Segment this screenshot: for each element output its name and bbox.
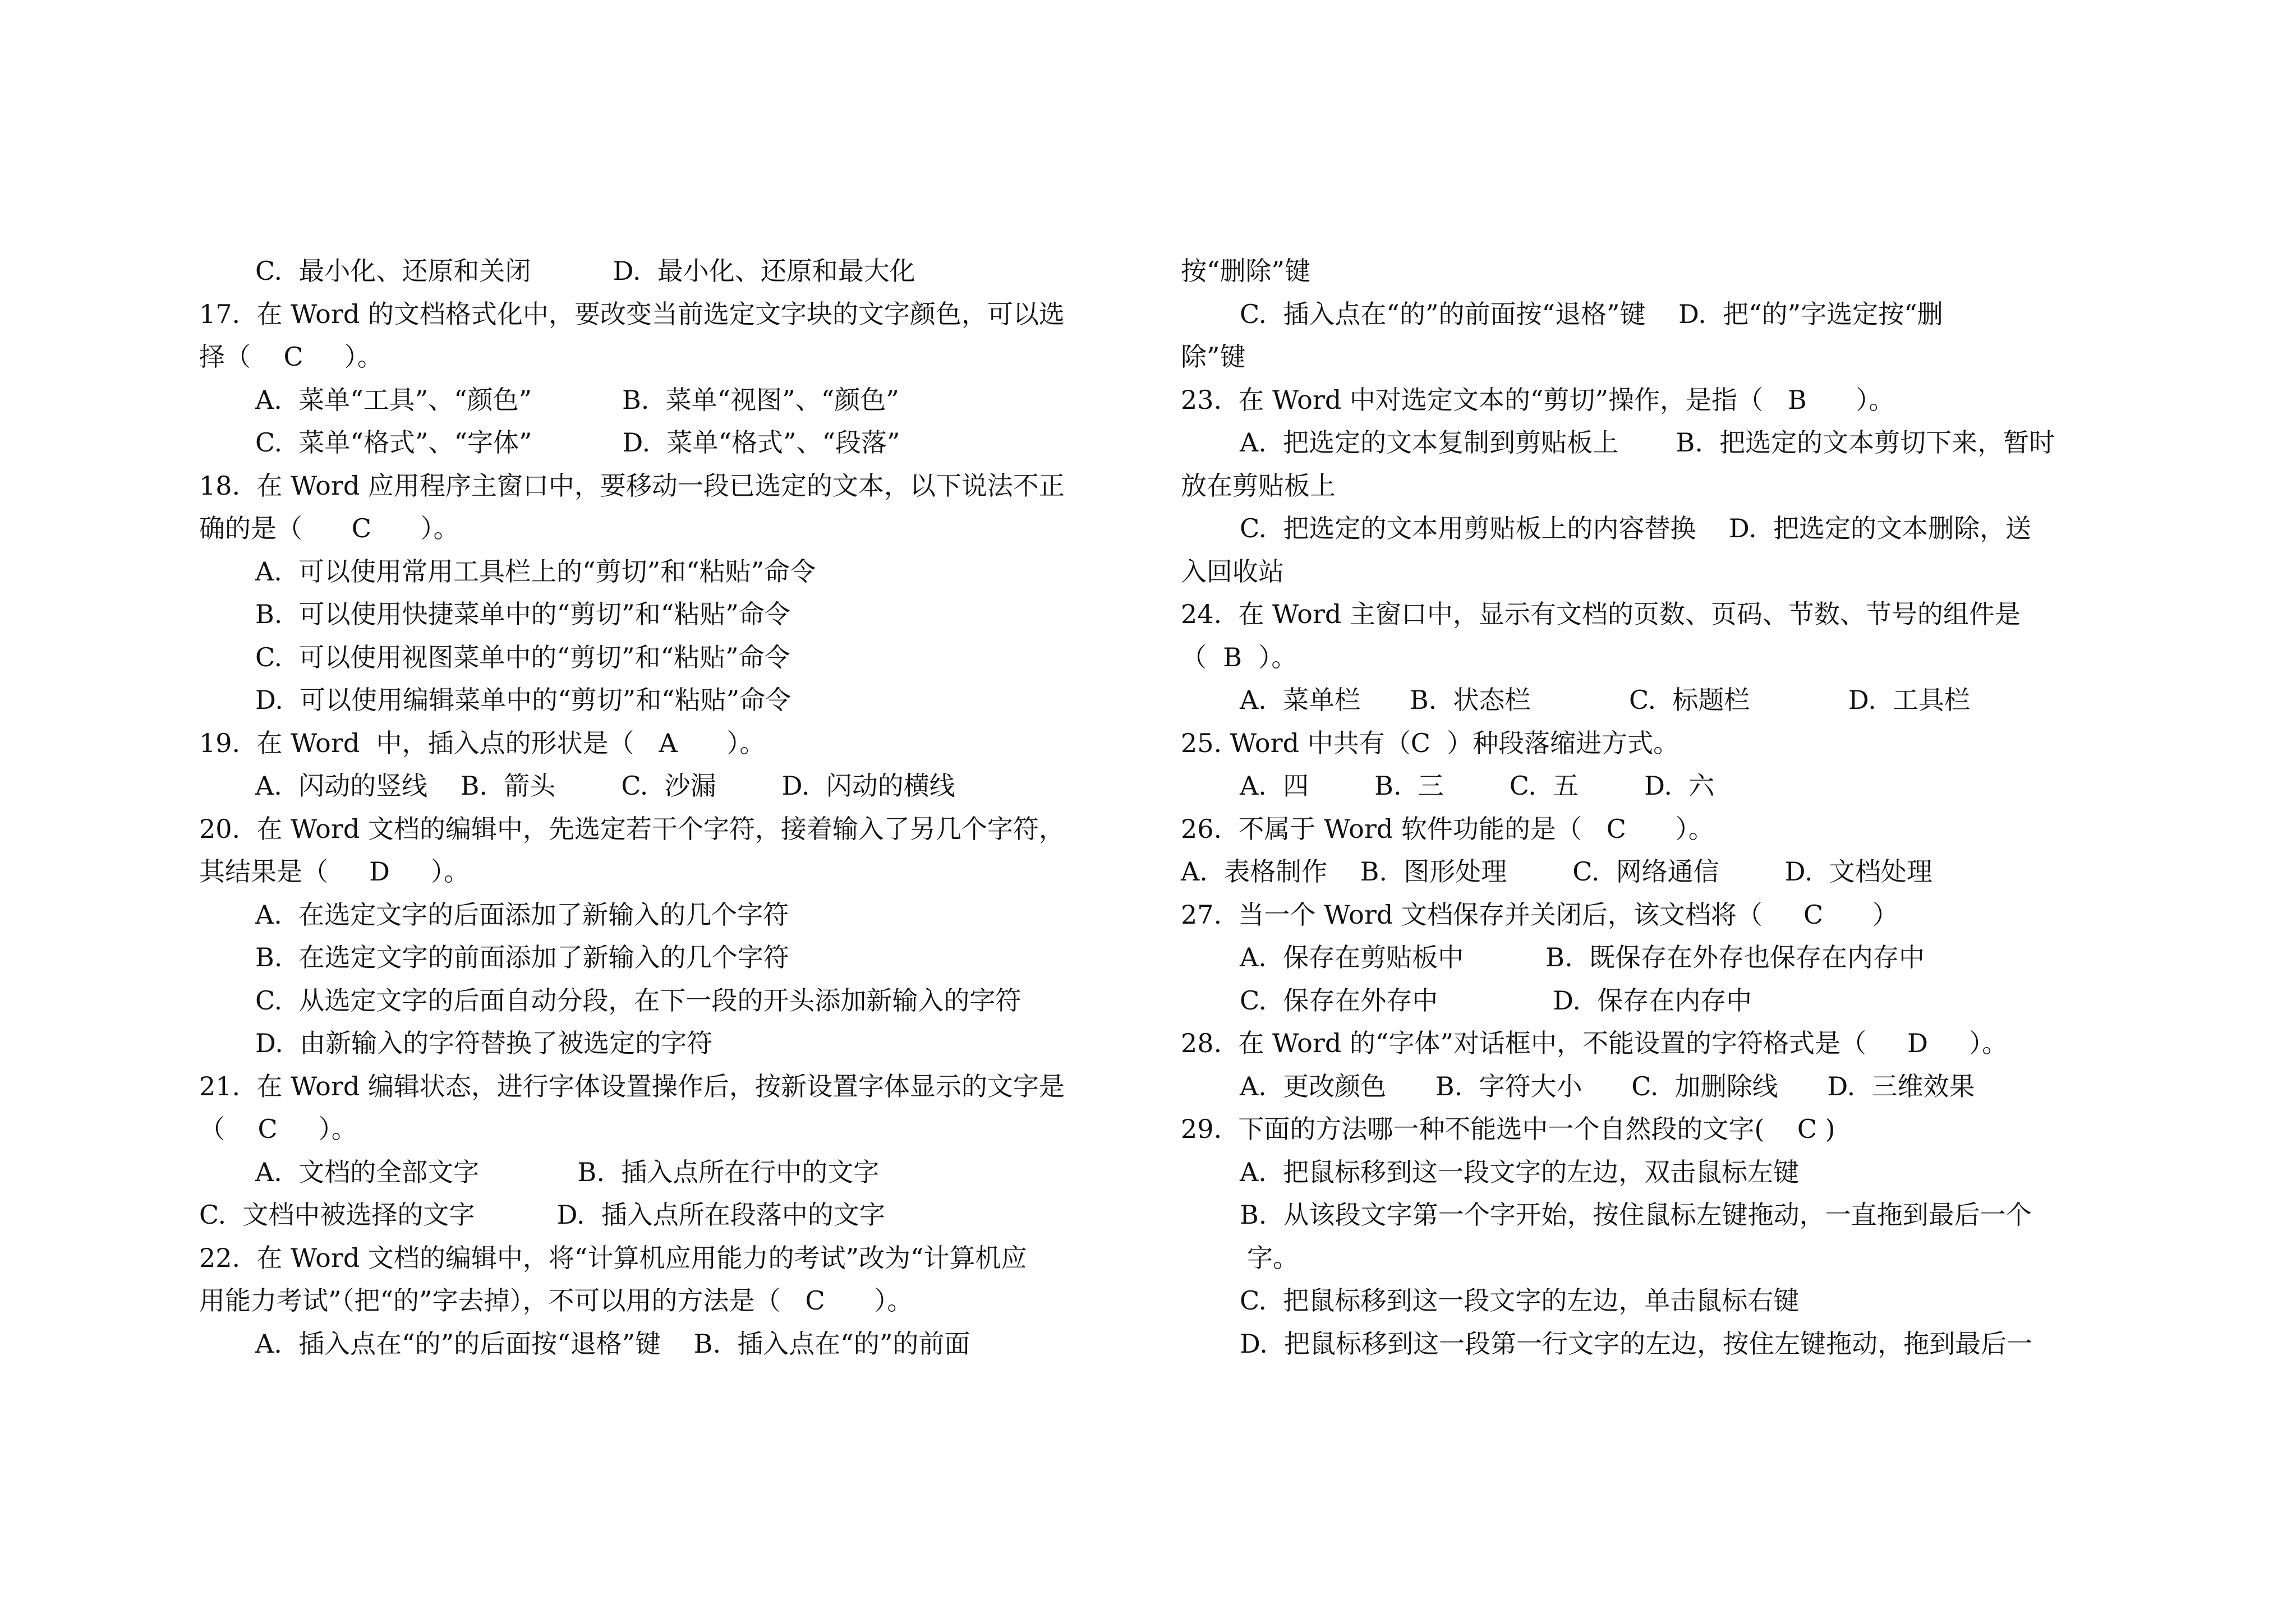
text-line: （ C ）。 bbox=[199, 1114, 357, 1144]
text-line: 27. 当一个 Word 文档保存并关闭后，该文档将（ C ） bbox=[1181, 899, 1898, 930]
text-line: A. 闪动的竖线 B. 箭头 C. 沙漏 D. 闪动的横线 bbox=[255, 771, 955, 801]
text-line: C. 可以使用视图菜单中的“剪切”和“粘贴”命令 bbox=[255, 642, 790, 672]
text-line: 确的是（ C ）。 bbox=[199, 513, 459, 543]
text-line: 26. 不属于 Word 软件功能的是（ C ）。 bbox=[1181, 813, 1714, 844]
text-line: C. 最小化、还原和关闭 D. 最小化、还原和最大化 bbox=[255, 256, 915, 286]
text-line: C. 从选定文字的后面自动分段，在下一段的开头添加新输入的字符 bbox=[255, 985, 1022, 1016]
text-line: A. 插入点在“的”的后面按“退格”键 B. 插入点在“的”的前面 bbox=[255, 1328, 970, 1359]
text-line: （ B ）。 bbox=[1181, 642, 1297, 672]
text-line: A. 把选定的文本复制到剪贴板上 B. 把选定的文本剪切下来，暂时 bbox=[1240, 427, 2055, 458]
text-line: C. 文档中被选择的文字 D. 插入点所在段落中的文字 bbox=[199, 1200, 885, 1230]
text-line: 25. Word 中共有（C ）种段落缩进方式。 bbox=[1181, 727, 1680, 758]
text-line: 24. 在 Word 主窗口中，显示有文档的页数、页码、节数、节号的组件是 bbox=[1181, 599, 2021, 629]
text-line: 字。 bbox=[1247, 1242, 1299, 1273]
text-line: 除”键 bbox=[1181, 342, 1246, 372]
text-line: A. 在选定文字的后面添加了新输入的几个字符 bbox=[255, 899, 789, 930]
text-line: 19. 在 Word 中，插入点的形状是（ A ）。 bbox=[199, 727, 766, 758]
right-column bbox=[1181, 250, 2123, 1365]
text-line: A. 可以使用常用工具栏上的“剪切”和“粘贴”命令 bbox=[255, 556, 816, 587]
text-line: C. 保存在外存中 D. 保存在内存中 bbox=[1240, 985, 1752, 1016]
text-line: C. 把鼠标移到这一段文字的左边，单击鼠标右键 bbox=[1240, 1285, 1800, 1316]
text-line: A. 表格制作 B. 图形处理 C. 网络通信 D. 文档处理 bbox=[1181, 856, 1932, 887]
text-line: A. 菜单“工具”、“颜色” B. 菜单“视图”、“颜色” bbox=[255, 384, 899, 415]
text-line: C. 菜单“格式”、“字体” D. 菜单“格式”、“段落” bbox=[255, 427, 900, 458]
text-line: A. 文档的全部文字 B. 插入点所在行中的文字 bbox=[255, 1156, 880, 1187]
text-line: 29. 下面的方法哪一种不能选中一个自然段的文字( C ) bbox=[1181, 1114, 1835, 1144]
text-line: 23. 在 Word 中对选定文本的“剪切”操作，是指（ B ）。 bbox=[1181, 384, 1895, 415]
text-line: 20. 在 Word 文档的编辑中，先选定若干个字符，接着输入了另几个字符， bbox=[199, 813, 1065, 844]
text-line: B. 在选定文字的前面添加了新输入的几个字符 bbox=[255, 942, 789, 972]
text-line: D. 由新输入的字符替换了被选定的字符 bbox=[255, 1028, 713, 1058]
text-line: D. 把鼠标移到这一段第一行文字的左边，按住左键拖动，拖到最后一 bbox=[1240, 1328, 2033, 1359]
text-line: B. 可以使用快捷菜单中的“剪切”和“粘贴”命令 bbox=[255, 599, 790, 629]
text-line: C. 把选定的文本用剪贴板上的内容替换 D. 把选定的文本删除，送 bbox=[1240, 513, 2032, 543]
text-line: A. 保存在剪贴板中 B. 既保存在外存也保存在内存中 bbox=[1240, 942, 1925, 972]
left-column bbox=[199, 250, 1142, 1365]
text-line: 择（ C ）。 bbox=[199, 342, 383, 372]
text-line: A. 菜单栏 B. 状态栏 C. 标题栏 D. 工具栏 bbox=[1240, 685, 1970, 715]
text-line: 其结果是（ D ）。 bbox=[199, 856, 470, 887]
text-line: 入回收站 bbox=[1181, 556, 1284, 587]
text-line: 28. 在 Word 的“字体”对话框中，不能设置的字符格式是（ D ）。 bbox=[1181, 1028, 2008, 1058]
text-line: B. 从该段文字第一个字开始，按住鼠标左键拖动，一直拖到最后一个 bbox=[1240, 1200, 2032, 1230]
text-line: 按“删除”键 bbox=[1181, 256, 1311, 286]
text-line: 放在剪贴板上 bbox=[1181, 470, 1336, 501]
text-line: 22. 在 Word 文档的编辑中，将“计算机应用能力的考试”改为“计算机应 bbox=[199, 1242, 1027, 1273]
text-line: A. 把鼠标移到这一段文字的左边，双击鼠标左键 bbox=[1240, 1156, 1800, 1187]
text-line: 18. 在 Word 应用程序主窗口中，要移动一段已选定的文本，以下说法不正 bbox=[199, 470, 1065, 501]
text-line: D. 可以使用编辑菜单中的“剪切”和“粘贴”命令 bbox=[255, 685, 792, 715]
text-line: A. 四 B. 三 C. 五 D. 六 bbox=[1240, 771, 1715, 801]
text-line: C. 插入点在“的”的前面按“退格”键 D. 把“的”字选定按“删 bbox=[1240, 298, 1943, 329]
text-line: 21. 在 Word 编辑状态，进行字体设置操作后，按新设置字体显示的文字是 bbox=[199, 1071, 1065, 1101]
text-line: A. 更改颜色 B. 字符大小 C. 加删除线 D. 三维效果 bbox=[1240, 1071, 1975, 1101]
text-line: 17. 在 Word 的文档格式化中，要改变当前选定文字块的文字颜色，可以选 bbox=[199, 298, 1065, 329]
text-line: 用能力考试”（把“的”字去掉），不可以用的方法是（ C ）。 bbox=[199, 1285, 913, 1316]
